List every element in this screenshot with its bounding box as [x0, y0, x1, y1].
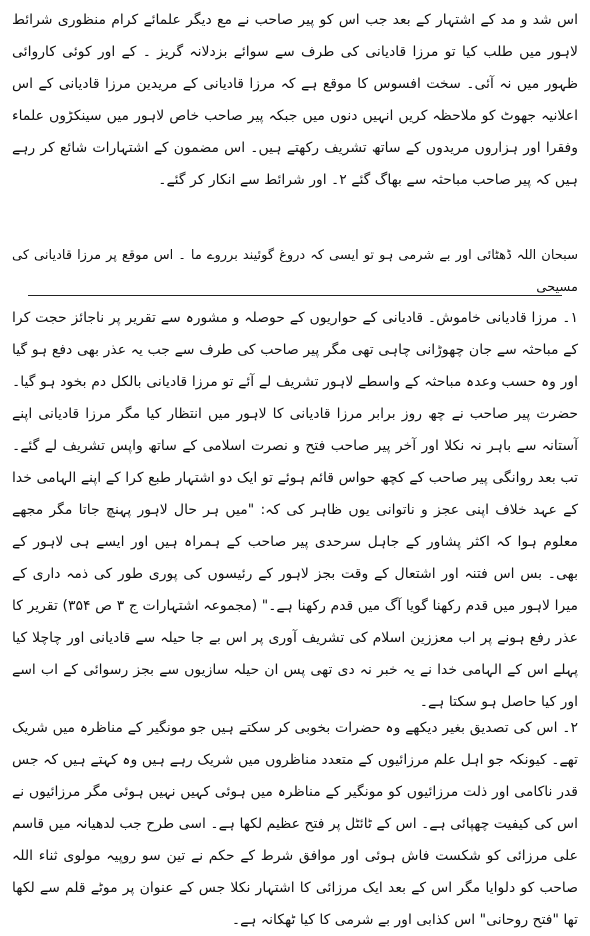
footnote-divider — [28, 295, 562, 296]
paragraph-closing-line: سبحان اللہ ڈھٹائی اور بے شرمی ہو تو ایسی کہ دروغ گوئیند برروے ما ۔ اس موقع پر مرزا قادیانی کی مسیحی — [12, 248, 578, 295]
paragraph-main: اس شد و مد کے اشتہار کے بعد جب اس کو پیر صاحب نے مع دیگر علمائے کرام منظوری شرائط لاہور میں طلب کیا تو مرزا قادیانی کی طرف سے سوائے بزدلانہ گریز ۔ کے اور کوئی کاروائی ظہور میں نہ آئی۔ سخت افسوس کا موقع ہے کہ مرزا قادیانی کے مریدین مرزا قادیانی کے اس اعلانیہ جھوٹ کو ملاحظہ کریں انہیں دنوں میں جبکہ پیر صاحب خاص لاہور میں سینکڑوں علماء وفقرا اور ہزاروں مریدوں کے ساتھ تشریف رکھتے ہیں۔ اس مضمون کے اشتہارات شائع کر رہے ہیں کہ پیر صاحب مباحثہ سے بھاگ گئے ۲۔ اور شرائط سے انکار کر گئے۔ — [12, 12, 578, 188]
footnote-2: ۲۔ اس کی تصدیق بغیر دیکھے وہ حضرات بخوبی کر سکتے ہیں جو مونگیر کے مناظرہ میں شریک تھے۔ کیونکہ جو اہل علم مرزائیوں کے متعدد مناظروں میں شریک رہے ہیں وہ کہتے ہیں کہ جس قدر ناکامی اور ذلت مرزائیوں کو مونگیر کے مناظرہ میں ہوئی کہیں نہیں ہوئی مگر مرزائیوں نے اس کی کیفیت چھپائی ہے۔ اس کے ٹائٹل پر فتح عظیم لکھا ہے۔ اسی طرح جب لدھیانہ میں قاسم علی مرزائی کو شکست فاش ہوئی اور موافق شرط کے حکم نے تین سو روپیہ مولوی ثناء اللہ صاحب کو دلوایا مگر اس کے بعد ایک مرزائی کا اشتہار نکلا جس کے عنوان پر موٹے قلم سے لکھا تھا "فتح روحانی" اس کذابی اور بے شرمی کا کیا ٹھکانہ ہے۔ — [12, 720, 578, 928]
footnote-1: ۱۔ مرزا قادیانی خاموش۔ قادیانی کے حواریوں کے حوصلہ و مشورہ سے تقریر پر ناجائز حجت کرا کے مباحثہ سے جان چھوڑانی چاہی تھی مگر پیر صاحب کی طرف سے جب یہ عذر بھی دفع ہو گیا اور وہ حسب وعدہ مباحثہ کے واسطے لاہور تشریف لے آئے تو مرزا قادیانی بالکل دم بخود ہو گیا۔ حضرت پیر صاحب نے چھ روز برابر مرزا قادیانی کا لاہور میں انتظار کیا مگر مرزا قادیانی اپنے آستانہ سے باہر نہ نکلا اور آخر پیر صاحب فتح و نصرت اسلامی کے ساتھ واپس تشریف لے گئے۔ تب بعد روانگی پیر صاحب کے کچھ حواس قائم ہوئے تو ایک دو اشتہار طبع کرا کے اپنے الہامی خدا کے عہد خلاف اپنی عجز و ناتوانی یوں ظاہر کی کہ: "میں ہر حال لاہور پہنچ جاتا مگر مجھے معلوم ہوا کہ اکثر پشاور کے جاہل سرحدی پیر صاحب کے ہمراہ ہیں اور ایسے ہی لاہور کے بھی۔ بس اس فتنہ اور اشتعال کے وقت بجز لاہور کے رئیسوں کی پوری طور کی ذمہ داری کے میرا لاہور میں قدم رکھنا گویا آگ میں قدم رکھنا ہے۔" (مجموعہ اشتہارات ج ۳ ص ۳۵۴) تقریر کا عذر رفع ہونے پر اب معززین اسلام کی تشریف آوری پر اس بے جا حیلہ سے قادیانی اور چاچلا کیا پہلے اس کے الہامی خدا نے یہ خبر نہ دی تھی پس ان حیلہ سازیوں سے بجز رسوائی کے اب اسے اور کیا حاصل ہو سکتا ہے۔ — [12, 310, 578, 710]
